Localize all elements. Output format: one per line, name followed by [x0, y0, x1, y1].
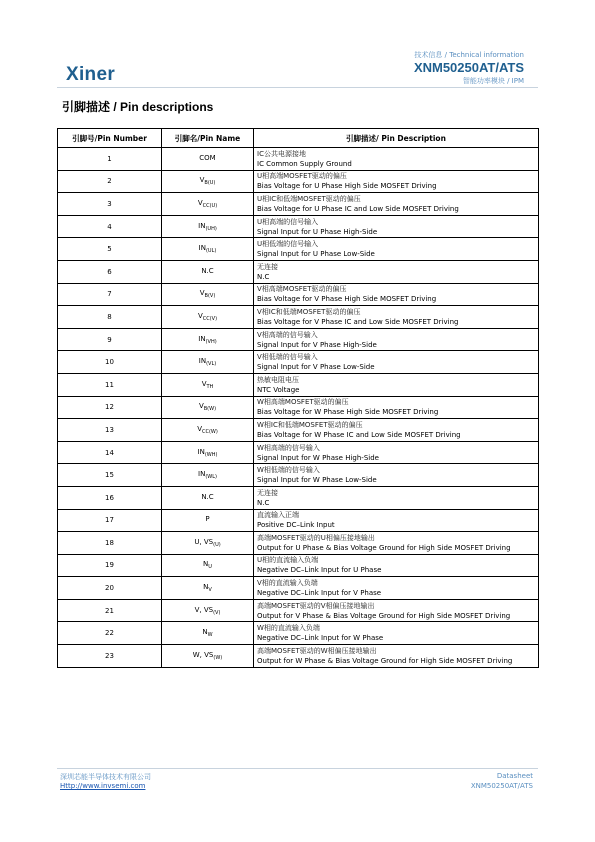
section-title: 引脚描述 / Pin descriptions	[62, 100, 214, 114]
pin-description-en: N.C	[257, 272, 270, 281]
pin-name-main: COM	[199, 153, 216, 162]
pin-description	[254, 509, 539, 532]
pin-name	[162, 306, 254, 329]
pin-description-en: Signal Input for U Phase Low-Side	[257, 250, 375, 259]
pin-name-main: N.C	[201, 266, 214, 275]
pin-number: 18	[58, 532, 162, 555]
pin-description	[254, 396, 539, 419]
table-row	[58, 645, 539, 668]
pin-description-en: Negative DC–Link Input for U Phase	[257, 566, 382, 575]
table-header-row	[58, 129, 539, 148]
pin-name-subscript: (WL)	[205, 474, 217, 481]
pin-description-zh: U相IC和低端MOSFET驱动的偏压	[257, 194, 361, 203]
table-row	[58, 577, 539, 600]
footer-divider	[57, 768, 538, 769]
pin-name-main: N	[202, 628, 208, 637]
pin-number: 1	[58, 148, 162, 171]
pin-number: 17	[58, 509, 162, 532]
pin-number: 19	[58, 554, 162, 577]
pin-name	[162, 328, 254, 351]
pin-name-main: IN	[198, 357, 207, 366]
footer-product: XNM50250AT/ATS	[470, 782, 533, 790]
pin-name-main: V	[199, 289, 205, 298]
pin-number: 13	[58, 419, 162, 442]
pin-name-main: IN	[197, 447, 205, 456]
pin-description-en: Bias Voltage for V Phase High Side MOSFET Driving	[257, 295, 437, 304]
pin-name-main: N.C	[201, 492, 214, 501]
pin-name-main: V	[197, 198, 203, 207]
table-row	[58, 419, 539, 442]
pin-number: 20	[58, 577, 162, 600]
pin-name	[162, 373, 254, 396]
pin-description-en: Signal Input for V Phase High-Side	[257, 340, 377, 349]
header-pin-description: 引脚描述/ Pin Description	[254, 129, 539, 148]
pin-name-subscript: B(V)	[204, 293, 216, 300]
pin-description-table	[57, 128, 539, 668]
pin-description-zh: 无连接	[257, 262, 278, 271]
pin-description	[254, 170, 539, 193]
table-row	[58, 373, 539, 396]
table-row	[58, 238, 539, 261]
table-row	[58, 509, 539, 532]
pin-description-zh: U相的直流输入负端	[257, 556, 319, 565]
pin-number: 12	[58, 396, 162, 419]
pin-name-subscript: TH	[206, 383, 214, 390]
pin-description-zh: 高端MOSFET驱动的V相偏压接地输出	[257, 601, 375, 610]
pin-name	[162, 509, 254, 532]
pin-description	[254, 283, 539, 306]
pin-description-en: Bias Voltage for V Phase IC and Low Side MOSFET Driving	[257, 317, 459, 326]
pin-description-zh: W相高端的信号输入	[257, 443, 320, 452]
pin-name-subscript: CC(U)	[202, 202, 218, 209]
pin-number: 3	[58, 193, 162, 216]
header-info-line: 技术信息 / Technical information	[414, 51, 524, 59]
pin-rows	[58, 148, 539, 668]
pin-name-main: U, VS	[194, 537, 214, 546]
pin-number: 14	[58, 441, 162, 464]
pin-description	[254, 486, 539, 509]
pin-name-subscript: (WH)	[204, 451, 218, 458]
pin-name-subscript: CC(W)	[201, 428, 218, 435]
pin-number: 16	[58, 486, 162, 509]
pin-number: 8	[58, 306, 162, 329]
pin-number: 5	[58, 238, 162, 261]
header-divider	[57, 87, 538, 88]
pin-name-main: IN	[198, 470, 206, 479]
pin-name-main: IN	[198, 244, 206, 253]
pin-name-subscript: (VH)	[205, 338, 217, 345]
pin-name-subscript: B(U)	[204, 180, 216, 187]
pin-description-en: NTC Voltage	[257, 385, 300, 394]
pin-description-zh: 无连接	[257, 488, 278, 497]
pin-name-subscript: U	[208, 564, 212, 571]
pin-number: 22	[58, 622, 162, 645]
pin-description-zh: V相高端MOSFET驱动的偏压	[257, 285, 347, 294]
pin-number: 9	[58, 328, 162, 351]
pin-description-en: Positive DC–Link Input	[257, 521, 335, 530]
table-row	[58, 328, 539, 351]
pin-number: 21	[58, 599, 162, 622]
pin-description-zh: IC公共电源接地	[257, 149, 306, 158]
table-row	[58, 622, 539, 645]
table-row	[58, 464, 539, 487]
header-pin-name: 引脚名/Pin Name	[162, 129, 254, 148]
pin-name-main: N	[203, 583, 209, 592]
pin-description-zh: V相的直流输入负端	[257, 579, 318, 588]
pin-description	[254, 215, 539, 238]
pin-description	[254, 238, 539, 261]
company-logo: Xiner	[66, 64, 116, 85]
pin-description	[254, 306, 539, 329]
pin-name	[162, 260, 254, 283]
pin-number: 2	[58, 170, 162, 193]
pin-name	[162, 215, 254, 238]
table-row	[58, 170, 539, 193]
pin-name	[162, 283, 254, 306]
footer-doc-type: Datasheet	[496, 772, 533, 780]
pin-name-subscript: (V)	[213, 609, 221, 616]
table-row	[58, 283, 539, 306]
pin-description	[254, 554, 539, 577]
pin-name	[162, 464, 254, 487]
pin-description-en: Negative DC–Link Input for W Phase	[257, 634, 384, 643]
pin-description-zh: U相低端的信号输入	[257, 240, 319, 249]
pin-description	[254, 260, 539, 283]
pin-description	[254, 645, 539, 668]
pin-name	[162, 554, 254, 577]
pin-name-subscript: V	[208, 587, 212, 594]
footer-website-link[interactable]: Http://www.invsemi.com	[60, 782, 146, 790]
table-row	[58, 215, 539, 238]
pin-name	[162, 645, 254, 668]
pin-description	[254, 328, 539, 351]
pin-description-en: N.C	[257, 498, 270, 507]
pin-number: 4	[58, 215, 162, 238]
table-row	[58, 351, 539, 374]
pin-number: 11	[58, 373, 162, 396]
pin-description-en: Bias Voltage for U Phase IC and Low Side MOSFET Driving	[257, 204, 459, 213]
pin-name	[162, 486, 254, 509]
pin-description-zh: V相高端的信号输入	[257, 330, 318, 339]
table-row	[58, 193, 539, 216]
pin-name-main: V	[201, 379, 207, 388]
pin-name	[162, 577, 254, 600]
pin-description-zh: 高端MOSFET驱动的W相偏压接地输出	[257, 646, 377, 655]
pin-name-main: IN	[198, 221, 206, 230]
pin-name	[162, 441, 254, 464]
pin-number: 10	[58, 351, 162, 374]
pin-name	[162, 396, 254, 419]
pin-description	[254, 599, 539, 622]
pin-description	[254, 464, 539, 487]
pin-name	[162, 170, 254, 193]
pin-description-en: Bias Voltage for U Phase High Side MOSFET Driving	[257, 182, 437, 191]
pin-description-zh: W相的直流输入负端	[257, 624, 320, 633]
header-sub-line: 智能功率模块 / IPM	[462, 77, 524, 85]
table-row	[58, 148, 539, 171]
pin-description-zh: U相高端MOSFET驱动的偏压	[257, 172, 347, 181]
pin-description	[254, 351, 539, 374]
pin-description-zh: V相IC和低端MOSFET驱动的偏压	[257, 307, 361, 316]
pin-description-en: Output for W Phase & Bias Voltage Ground for High Side MOSFET Driving	[257, 656, 513, 665]
pin-name-subscript: (U)	[213, 541, 221, 548]
pin-description-zh: 高端MOSFET驱动的U相偏压接地输出	[257, 533, 375, 542]
table-row	[58, 599, 539, 622]
pin-description-en: Bias Voltage for W Phase IC and Low Side MOSFET Driving	[257, 430, 461, 439]
pin-description-zh: U相高端的信号输入	[257, 217, 319, 226]
pin-description-en: Signal Input for U Phase High-Side	[257, 227, 378, 236]
table-row	[58, 306, 539, 329]
pin-description-zh: W相高端MOSFET驱动的偏压	[257, 398, 349, 407]
pin-name	[162, 193, 254, 216]
pin-description-zh: 直流输入正端	[257, 511, 299, 520]
table-row	[58, 396, 539, 419]
pin-name-main: P	[205, 515, 210, 524]
pin-description-en: Signal Input for W Phase Low-Side	[257, 476, 377, 485]
pin-name	[162, 622, 254, 645]
pin-number: 23	[58, 645, 162, 668]
pin-description-zh: W相低端的信号输入	[257, 466, 320, 475]
footer-company: 深圳芯能半导体技术有限公司	[60, 773, 151, 781]
pin-name-main: V	[198, 402, 204, 411]
pin-description-en: Negative DC–Link Input for V Phase	[257, 589, 382, 598]
header-pin-number: 引脚号/Pin Number	[58, 129, 162, 148]
pin-name-main: V	[199, 176, 205, 185]
pin-name-subscript: (UH)	[205, 225, 217, 232]
pin-name-main: V	[197, 424, 202, 433]
table-row	[58, 441, 539, 464]
pin-description-zh: W相IC和低端MOSFET驱动的偏压	[257, 420, 363, 429]
pin-description-en: IC Common Supply Ground	[257, 159, 352, 168]
pin-description	[254, 419, 539, 442]
pin-number: 15	[58, 464, 162, 487]
pin-name-main: V	[197, 311, 203, 320]
pin-name-subscript: B(W)	[203, 406, 217, 413]
pin-name-subscript: W	[207, 632, 213, 639]
header-product-name: XNM50250AT/ATS	[413, 60, 524, 75]
pin-name-main: IN	[198, 334, 206, 343]
pin-description-en: Signal Input for W Phase High-Side	[257, 453, 379, 462]
pin-name	[162, 532, 254, 555]
pin-number: 7	[58, 283, 162, 306]
pin-name-main: W, VS	[192, 650, 214, 659]
pin-name	[162, 419, 254, 442]
pin-description	[254, 622, 539, 645]
pin-description	[254, 577, 539, 600]
pin-description-en: Output for U Phase & Bias Voltage Ground for High Side MOSFET Driving	[257, 543, 511, 552]
table-row	[58, 260, 539, 283]
table-row	[58, 486, 539, 509]
pin-name	[162, 351, 254, 374]
pin-name-subscript: (W)	[213, 654, 223, 661]
pin-description-zh: 热敏电阻电压	[257, 375, 299, 384]
pin-description	[254, 532, 539, 555]
pin-name-subscript: CC(V)	[202, 315, 218, 322]
pin-description-en: Output for V Phase & Bias Voltage Ground for High Side MOSFET Driving	[257, 611, 511, 620]
pin-name-main: V, VS	[194, 605, 214, 614]
pin-name	[162, 148, 254, 171]
pin-name-main: N	[203, 560, 209, 569]
pin-description	[254, 148, 539, 171]
table-row	[58, 554, 539, 577]
pin-name	[162, 238, 254, 261]
pin-description-en: Bias Voltage for W Phase High Side MOSFET Driving	[257, 408, 439, 417]
pin-name-subscript: (UL)	[205, 248, 217, 255]
table-row	[58, 532, 539, 555]
pin-name	[162, 599, 254, 622]
pin-description-en: Signal Input for V Phase Low-Side	[257, 363, 375, 372]
pin-description	[254, 441, 539, 464]
pin-description-zh: V相低端的信号输入	[257, 353, 318, 362]
pin-description	[254, 373, 539, 396]
pin-number: 6	[58, 260, 162, 283]
pin-name-subscript: (VL)	[206, 361, 217, 368]
pin-description	[254, 193, 539, 216]
